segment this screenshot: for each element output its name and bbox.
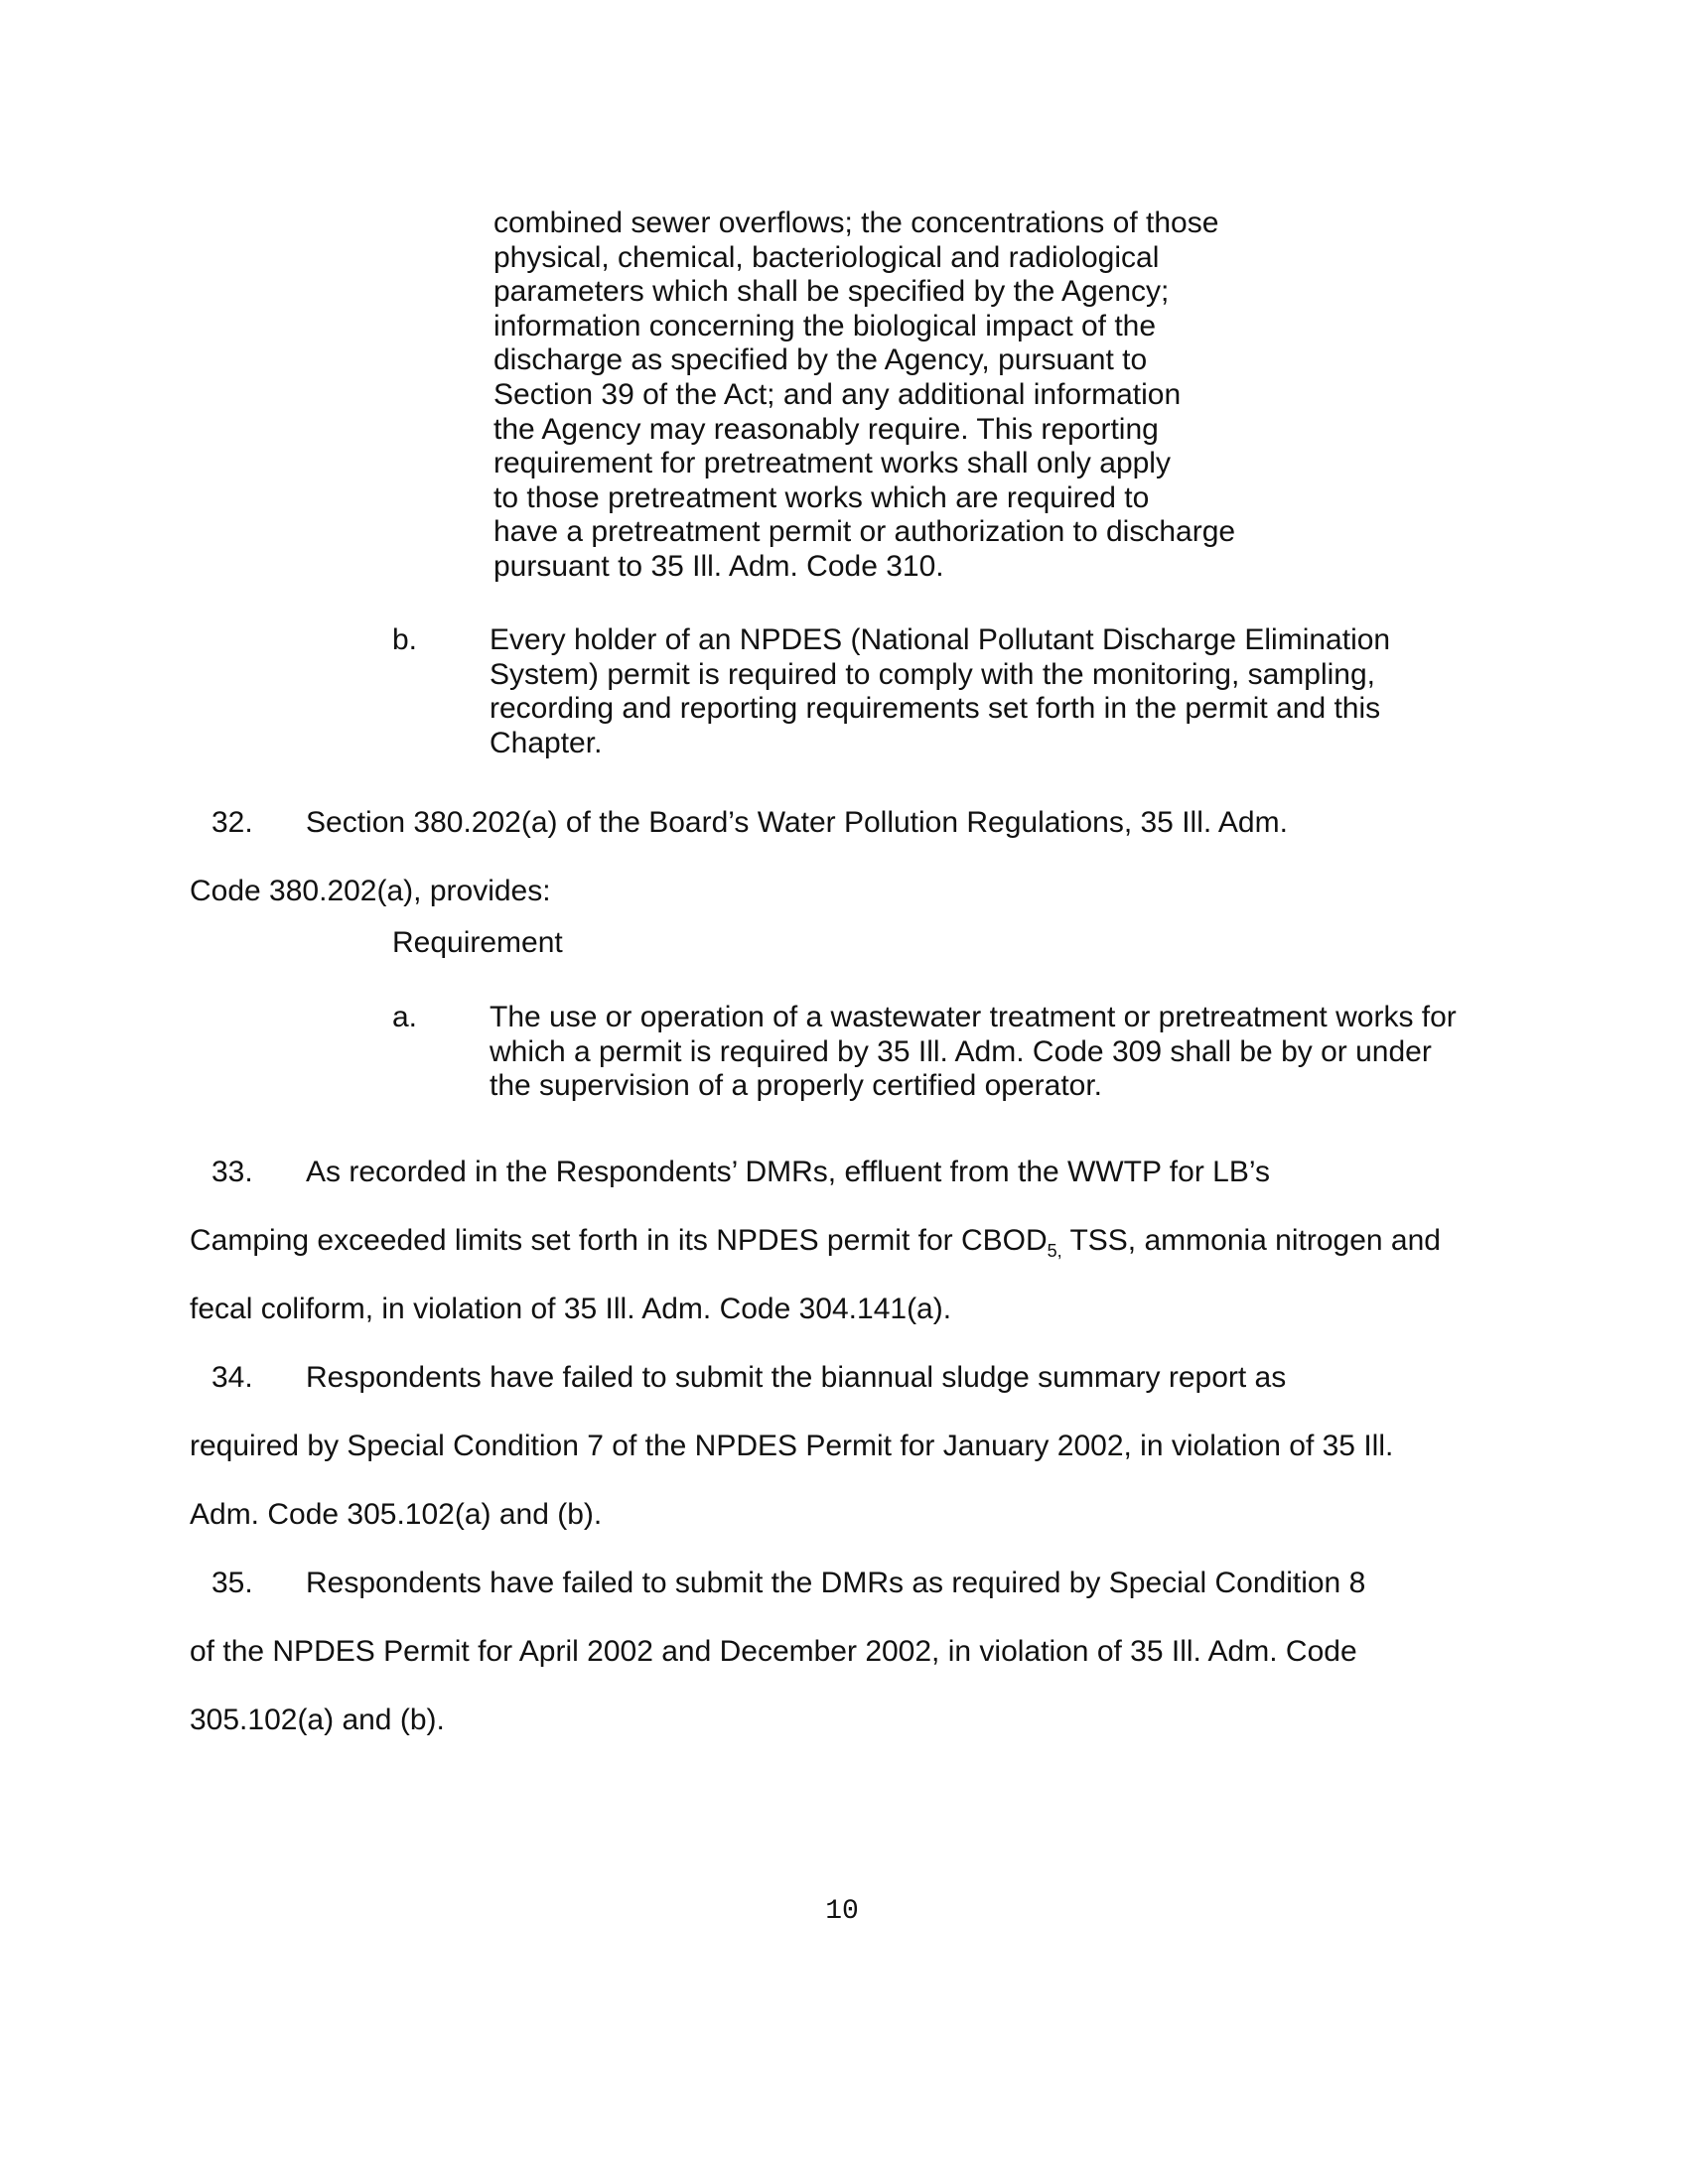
quote-line: physical, chemical, bacteriological and radiological [493, 240, 1160, 274]
item-letter: a. [392, 1001, 418, 1033]
paragraph-number: 33. [211, 1156, 253, 1188]
quote-line: pursuant to 35 Ill. Adm. Code 310. [493, 549, 944, 583]
paragraph-line: fecal coliform, in violation of 35 Ill. Adm. Code 304.141(a). [190, 1293, 952, 1325]
item-body [490, 1001, 1482, 1104]
item-line: Every holder of an NPDES (National Pollutant Discharge Elimination [490, 623, 1391, 656]
paragraph-first-line [190, 1343, 1500, 1412]
paragraph-line: Code 380.202(a), provides: [190, 875, 551, 907]
quote-line: Section 39 of the Act; and any additional information [493, 377, 1182, 411]
quoted-section-heading: Requirement [392, 926, 563, 959]
paragraph-line [190, 1206, 1500, 1275]
paragraph-33 [190, 1138, 1500, 1343]
item-line: recording and reporting requirements set forth in the permit and this [490, 692, 1381, 726]
paragraph-text: Camping exceeded limits set forth in its NPDES permit for CBOD [190, 1224, 1048, 1257]
paragraph-number: 34. [211, 1361, 253, 1394]
paragraph-text: Section 380.202(a) of the Board’s Water Pollution Regulations, 35 Ill. Adm. [306, 806, 1288, 839]
item-body [490, 623, 1482, 760]
paragraph-line: required by Special Condition 7 of the NPDES Permit for January 2002, in violation of 35 Ill. [190, 1430, 1394, 1462]
subscript-text: 5, [1047, 1241, 1062, 1261]
quote-line: information concerning the biological impact of the [493, 309, 1157, 342]
paragraph-first-line [190, 1549, 1500, 1617]
item-line: The use or operation of a wastewater treatment or pretreatment works for [490, 1001, 1457, 1033]
paragraph-text: TSS, ammonia nitrogen and [1061, 1224, 1441, 1257]
paragraph-line: 305.102(a) and (b). [190, 1704, 445, 1736]
quote-line: requirement for pretreatment works shall only apply [493, 447, 1171, 480]
quote-line: have a pretreatment permit or authorization to discharge [493, 515, 1236, 549]
paragraph-line: of the NPDES Permit for April 2002 and December 2002, in violation of 35 Ill. Adm. Code [190, 1635, 1357, 1668]
paragraph-text: Respondents have failed to submit the DMRs as required by Special Condition 8 [306, 1567, 1366, 1599]
page-number: 10 [825, 1896, 859, 1927]
item-letter: b. [392, 623, 418, 656]
paragraph-32 [190, 788, 1500, 925]
paragraph-number: 35. [211, 1567, 253, 1599]
item-line: Chapter. [490, 726, 603, 759]
quote-line: combined sewer overflows; the concentrations of those [493, 206, 1219, 239]
paragraph-first-line [190, 1138, 1500, 1206]
item-line: the supervision of a properly certified operator. [490, 1069, 1103, 1103]
paragraph-text: As recorded in the Respondents’ DMRs, effluent from the WWTP for LB’s [306, 1156, 1270, 1188]
paragraph-first-line [190, 788, 1500, 857]
item-line: System) permit is required to comply with the monitoring, sampling, [490, 657, 1376, 691]
paragraph-number: 32. [211, 806, 253, 839]
quote-line: the Agency may reasonably require. This reporting [493, 412, 1159, 446]
quote-line: parameters which shall be specified by the Agency; [493, 275, 1170, 309]
quote-line: discharge as specified by the Agency, pursuant to [493, 343, 1148, 377]
paragraph-35 [190, 1549, 1500, 1754]
item-line: which a permit is required by 35 Ill. Adm. Code 309 shall be by or under [490, 1034, 1432, 1068]
paragraph-text: Respondents have failed to submit the biannual sludge summary report as [306, 1361, 1287, 1394]
quoted-regulation-continuation [493, 206, 1288, 585]
paragraph-34 [190, 1343, 1500, 1549]
paragraph-line: Adm. Code 305.102(a) and (b). [190, 1498, 603, 1531]
quote-line: to those pretreatment works which are required to [493, 480, 1150, 514]
